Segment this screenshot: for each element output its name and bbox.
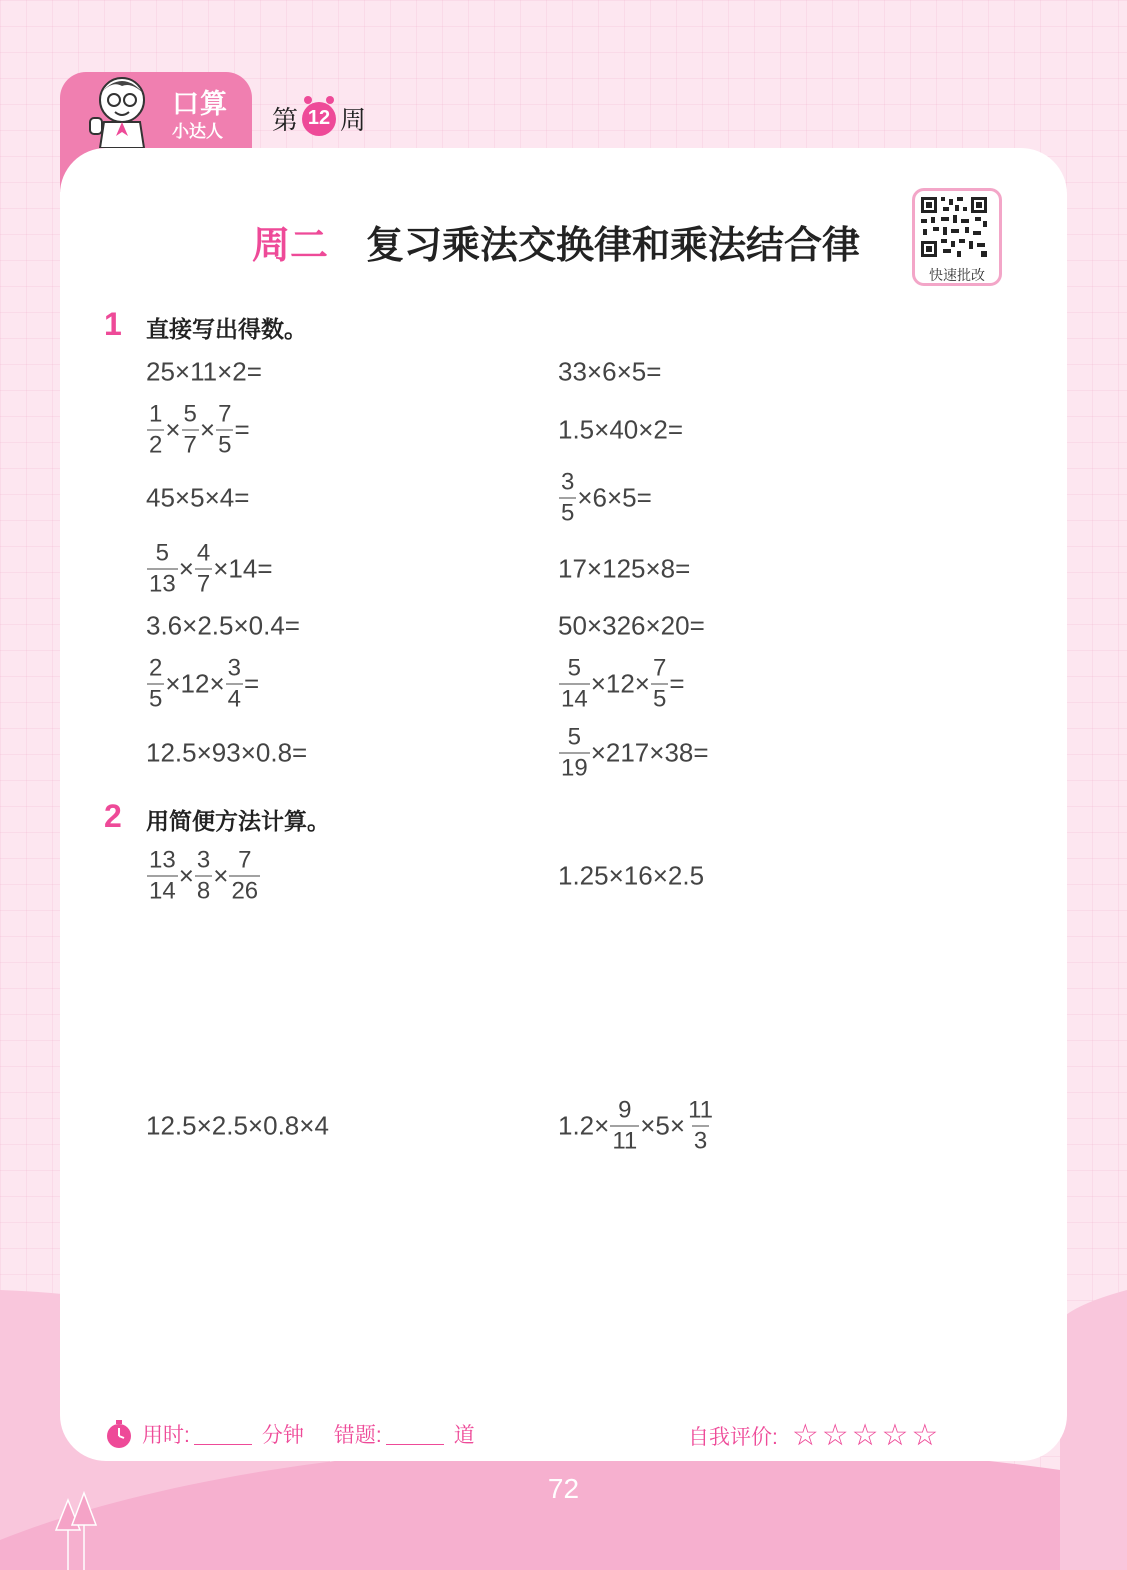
- calculation-item: [146, 846, 261, 905]
- exercise-item: [146, 357, 262, 388]
- fraction: [216, 400, 233, 459]
- numerator: 9: [618, 1096, 632, 1124]
- fraction: [651, 654, 668, 713]
- denominator: 7: [183, 431, 197, 459]
- expr-text: ×: [178, 860, 194, 891]
- footer-time-errors: [104, 1418, 475, 1450]
- title-day: 周二: [252, 225, 329, 267]
- expr-text: 1.25×16×2.5: [558, 860, 705, 891]
- expr-text: ×: [165, 414, 181, 445]
- numerator: 4: [196, 539, 211, 567]
- denominator: 19: [561, 754, 588, 782]
- expr-text: ×6×5=: [577, 482, 652, 513]
- time-unit: 分钟: [261, 1424, 304, 1447]
- expr-text: =: [244, 668, 260, 699]
- numerator: 2: [149, 654, 163, 682]
- denominator: 14: [149, 877, 176, 905]
- exercise-item: [558, 415, 683, 446]
- denominator: 5: [653, 685, 667, 713]
- expr-text: ×: [178, 553, 194, 584]
- denominator: 3: [693, 1127, 708, 1155]
- fraction: [559, 723, 590, 782]
- numerator: 5: [567, 654, 582, 682]
- fraction: [610, 1096, 639, 1155]
- expr-text: 1.5×40×2=: [558, 414, 684, 445]
- exercise-item: [146, 611, 300, 642]
- exercise-item: [146, 539, 273, 598]
- numerator: 5: [567, 723, 582, 751]
- numerator: 7: [238, 846, 252, 874]
- week-suffix: 周: [340, 105, 367, 135]
- section-1-number: 1: [104, 306, 122, 342]
- numerator: 5: [183, 400, 197, 428]
- expr-text: ×5×: [640, 1110, 686, 1141]
- stopwatch-icon: [104, 1418, 134, 1450]
- fraction: [147, 400, 164, 459]
- numerator: 5: [155, 539, 170, 567]
- expr-text: ×12×: [165, 668, 225, 699]
- footer-self-eval: [688, 1418, 941, 1453]
- fraction: [195, 539, 212, 598]
- errors-input[interactable]: [386, 1424, 444, 1445]
- expr-text: 3.6×2.5×0.4=: [146, 610, 300, 641]
- mascot-icon: [82, 70, 162, 148]
- exercise-item: [558, 723, 709, 782]
- denominator: 13: [149, 570, 176, 598]
- expr-text: 33×6×5=: [558, 356, 662, 387]
- qr-code-icon: [915, 191, 993, 263]
- numerator: 1: [149, 400, 163, 428]
- denominator: 11: [612, 1127, 638, 1155]
- fraction: [195, 846, 212, 905]
- section-1-instruction: 直接写出得数。: [146, 316, 307, 342]
- numerator: 3: [227, 654, 242, 682]
- section-2-instruction: 用简便方法计算。: [146, 808, 330, 834]
- numerator: 7: [653, 654, 667, 682]
- fraction: [226, 654, 243, 713]
- numerator: 13: [149, 846, 176, 874]
- tab-subtitle: 小达人: [172, 122, 223, 141]
- exercise-item: [146, 483, 249, 514]
- exercise-item: [146, 400, 250, 459]
- expr-text: ×: [213, 860, 229, 891]
- fraction: [147, 654, 164, 713]
- expr-text: =: [234, 414, 250, 445]
- self-eval-label: 自我评价:: [688, 1425, 778, 1449]
- denominator: 14: [561, 685, 588, 713]
- expr-text: 1.2×: [558, 1110, 610, 1141]
- title-topic: 复习乘法交换律和乘法结合律: [366, 225, 861, 267]
- exercise-item: [146, 738, 307, 769]
- denominator: 7: [196, 570, 211, 598]
- errors-label: 错题:: [333, 1424, 382, 1447]
- fraction: [559, 654, 590, 713]
- page-title: [252, 214, 860, 269]
- expr-text: 25×11×2=: [146, 356, 262, 387]
- denominator: 5: [561, 499, 575, 527]
- fraction: [147, 846, 178, 905]
- rating-stars[interactable]: ☆☆☆☆☆: [791, 1419, 942, 1452]
- denominator: 26: [231, 877, 259, 905]
- fraction: [182, 400, 199, 459]
- expr-text: ×14=: [213, 553, 273, 584]
- exercise-item: [558, 611, 705, 642]
- calculation-item: [558, 1096, 716, 1155]
- denominator: 8: [196, 877, 211, 905]
- numerator: 7: [218, 400, 232, 428]
- fraction: [559, 468, 576, 527]
- exercise-item: [558, 357, 661, 388]
- calculation-item: [146, 1111, 329, 1142]
- page-number: 72: [547, 1473, 580, 1504]
- denominator: 5: [149, 685, 163, 713]
- exercise-item: [558, 654, 685, 713]
- exercise-item: [146, 654, 260, 713]
- week-indicator: [272, 100, 366, 137]
- exercise-item: [558, 468, 652, 527]
- numerator: 3: [196, 846, 211, 874]
- time-input[interactable]: [194, 1424, 252, 1445]
- errors-unit: 道: [453, 1424, 475, 1447]
- expr-text: ×: [199, 414, 216, 445]
- calculation-item: [558, 861, 704, 892]
- expr-text: 17×125×8=: [558, 553, 691, 584]
- fraction: [147, 539, 178, 598]
- denominator: 2: [149, 431, 163, 459]
- expr-text: =: [669, 668, 685, 699]
- exercise-item: [558, 554, 690, 585]
- qr-label: 快速批改: [929, 267, 985, 283]
- section-2-number: 2: [104, 798, 122, 834]
- denominator: 4: [227, 685, 242, 713]
- expr-text: ×12×: [590, 668, 650, 699]
- expr-text: 12.5×2.5×0.8×4: [146, 1110, 329, 1141]
- expr-text: 12.5×93×0.8=: [146, 737, 308, 768]
- week-prefix: 第: [272, 105, 299, 135]
- expr-text: ×217×38=: [590, 737, 709, 768]
- expr-text: 45×5×4=: [146, 482, 250, 513]
- numerator: 3: [561, 468, 575, 496]
- time-label: 用时:: [142, 1424, 190, 1447]
- denominator: 5: [218, 431, 232, 459]
- numerator: 11: [688, 1096, 713, 1124]
- expr-text: 50×326×20=: [558, 610, 705, 641]
- fraction: [229, 846, 260, 905]
- fraction: [686, 1096, 715, 1155]
- week-number-badge: 12: [302, 102, 336, 136]
- tab-title: 口算: [172, 89, 228, 119]
